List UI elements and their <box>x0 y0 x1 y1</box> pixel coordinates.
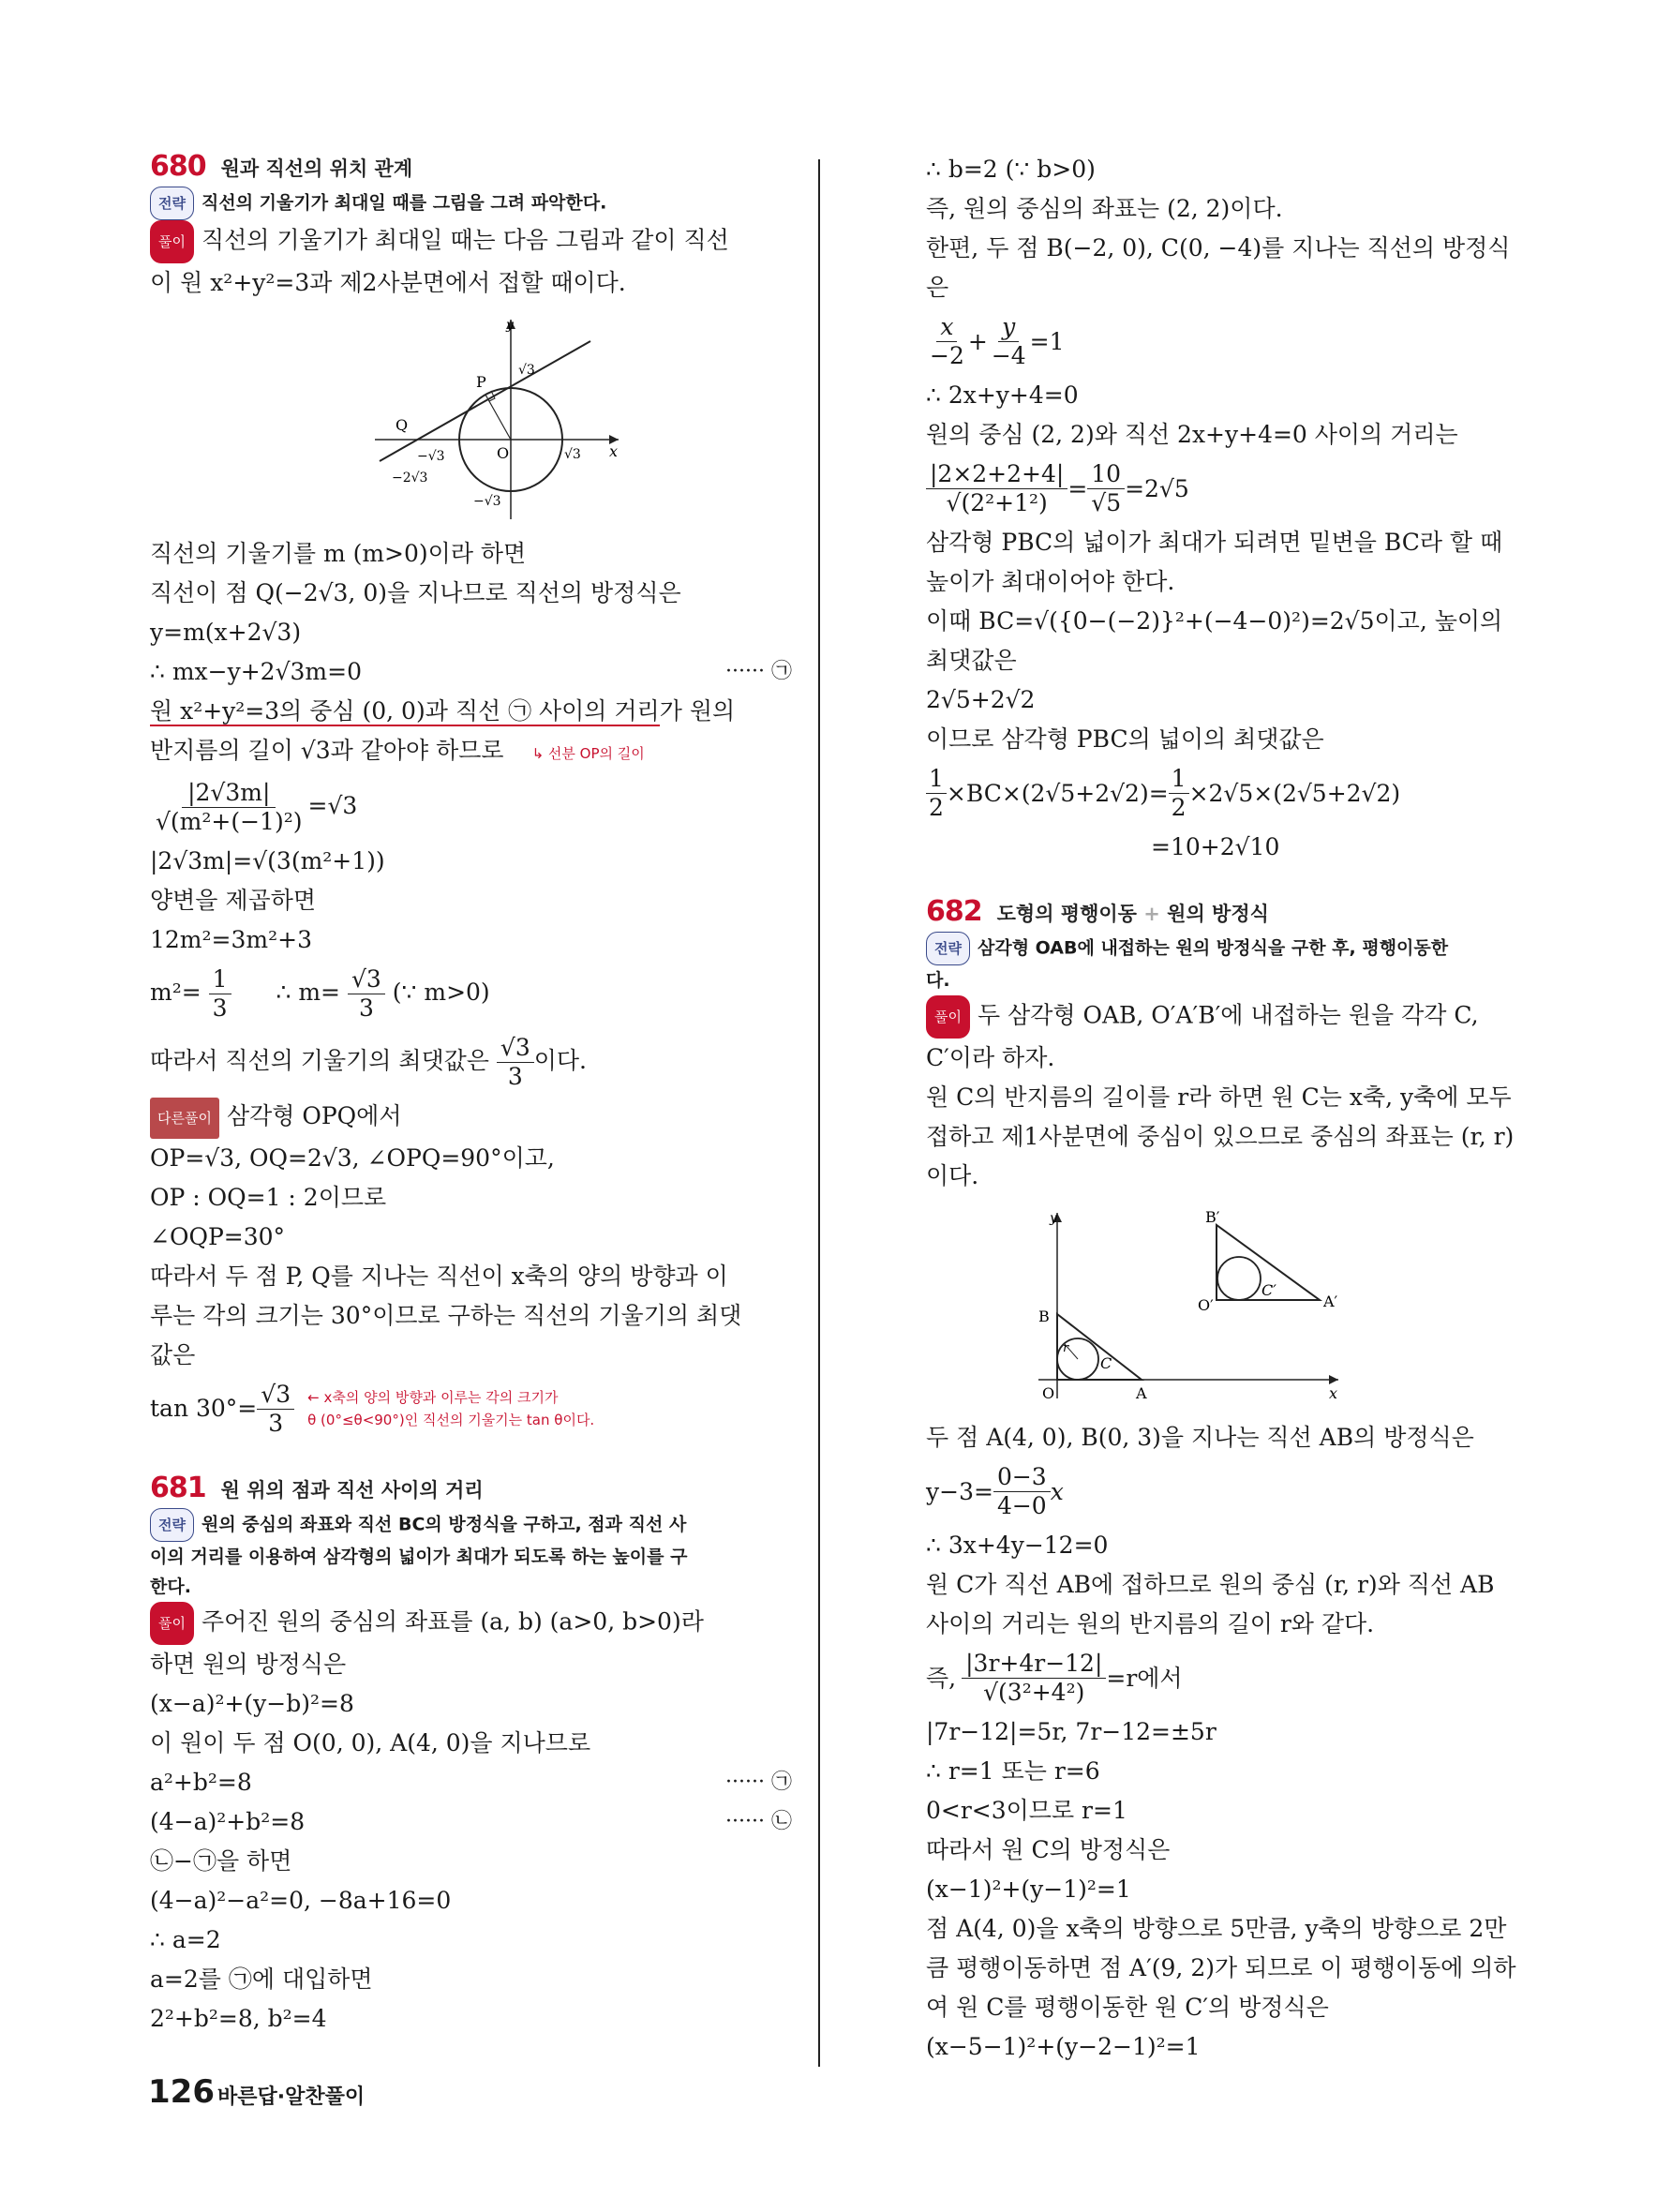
y-label: y <box>506 318 514 333</box>
x-axis-arrow <box>1329 1375 1338 1384</box>
text-line: C′이라 하자. <box>926 1044 1055 1071</box>
denominator: √(3²+4²) <box>983 1679 1085 1706</box>
point-a-prime-label: A′ <box>1323 1293 1338 1310</box>
text-line <box>150 692 792 731</box>
tick-label: √3 <box>564 447 581 462</box>
triangle-oab <box>1057 1314 1142 1380</box>
text-line: 사이의 거리는 원의 반지름의 길이 r와 같다. <box>926 1610 1375 1637</box>
text-line: 원의 중심 (2, 2)와 직선 2x+y+4=0 사이의 거리는 <box>926 421 1458 448</box>
text: (∵ m>0) <box>392 979 490 1006</box>
text: 즉, <box>926 1664 957 1692</box>
math-line: 0<r<3이므로 r=1 <box>926 1797 1127 1824</box>
text: m²= <box>150 979 202 1006</box>
fraction-line <box>926 307 1507 376</box>
text-line: 두 점 A(4, 0), B(0, 3)을 지나는 직선 AB의 방정식은 <box>926 1424 1474 1451</box>
text-line: 삼각형 PBC의 넓이가 최대가 되려면 밑변을 BC라 할 때 <box>926 529 1503 556</box>
problem-title <box>997 899 1269 927</box>
figure-circle-tangent <box>150 308 792 529</box>
text-line: 큼 평행이동하면 점 A′(9, 2)가 되므로 이 평행이동에 의하 <box>926 1954 1516 1981</box>
column-divider <box>818 159 820 2067</box>
math-line: OP : OQ=1 : 2이므로 <box>150 1183 387 1211</box>
title-part: 원의 방정식 <box>1167 903 1269 925</box>
left-column <box>150 150 792 2039</box>
rhs: =√3 <box>307 792 358 819</box>
x-label: x <box>1329 1384 1338 1402</box>
note: ← x축의 양의 방향과 이루는 각의 크기가 θ (0°≤θ<90°)인 직선의 기울기는 tan θ이다. <box>307 1389 595 1428</box>
denominator: 2 <box>929 794 944 821</box>
text: ∴ m= <box>276 979 341 1006</box>
denominator: 3 <box>507 1063 523 1090</box>
problem-number: 681 <box>150 1471 206 1504</box>
text-line: 즉, 원의 중심의 좌표는 (2, 2)이다. <box>926 195 1283 222</box>
denominator: 4−0 <box>996 1492 1047 1519</box>
denominator: 3 <box>358 994 374 1022</box>
text-line: 접하고 제1사분면에 중심이 있으므로 중심의 좌표는 (r, r) <box>926 1123 1515 1150</box>
strategy-text: 직선의 기울기가 최대일 때를 그림을 그려 파악한다. <box>201 192 607 214</box>
figure-triangles <box>926 1202 1507 1412</box>
alt-solution-line <box>150 1097 792 1139</box>
strategy-line <box>150 1508 792 1542</box>
point-b-prime-label: B′ <box>1205 1208 1220 1226</box>
origin-label: O <box>497 444 510 462</box>
math-line: =10+2√10 <box>1151 833 1280 860</box>
tick-label: −√3 <box>417 449 445 464</box>
note: ↳ 선분 OP의 길이 <box>531 745 645 762</box>
radius-label: r <box>1063 1341 1069 1355</box>
math-line: ∴ a=2 <box>150 1925 221 1953</box>
text: 이다. <box>533 1047 587 1074</box>
text-line: 점 A(4, 0)을 x축의 방향으로 5만큼, y축의 방향으로 2만 <box>926 1915 1507 1942</box>
math-line: y=m(x+2√3) <box>150 619 302 646</box>
math-line: OP=√3, OQ=2√3, ∠OPQ=90°이고, <box>150 1143 555 1172</box>
circle-c-label: C <box>1100 1354 1112 1372</box>
math-line <box>150 652 792 692</box>
strategy-text: 원의 중심의 좌표와 직선 BC의 방정식을 구하고, 점과 직선 사 <box>201 1514 687 1534</box>
numerator: 0−3 <box>993 1463 1051 1492</box>
y-label: y <box>1050 1211 1057 1226</box>
numerator: 10 <box>1087 460 1125 489</box>
rhs: =2√5 <box>1125 474 1189 502</box>
underlined-text: 원 x²+y²=3의 중심 (0, 0)과 직선 ㉠ 사이의 거리 <box>150 697 660 725</box>
mark: ······ ㉠ <box>725 1770 792 1794</box>
problem-title: 원 위의 점과 직선 사이의 거리 <box>220 1478 484 1502</box>
math-line: |7r−12|=5r, 7r−12=±5r <box>926 1718 1217 1745</box>
strategy-line <box>150 187 792 220</box>
numerator: 1 <box>209 965 231 994</box>
title-part: 도형의 평행이동 <box>996 903 1137 925</box>
note-text: x축의 양의 방향과 이루는 각의 크기가 <box>323 1389 559 1406</box>
text: 가 원의 <box>659 697 736 725</box>
rhs: =1 <box>1029 327 1065 355</box>
denominator: √5 <box>1091 489 1122 516</box>
problem-681-header <box>150 1472 792 1504</box>
math-line: (4−a)²−a²=0, −8a+16=0 <box>150 1886 452 1914</box>
fraction <box>150 779 357 836</box>
text-line: 이다. <box>926 1162 979 1189</box>
denominator: 3 <box>212 994 228 1022</box>
alt-solution-tag: 다른풀이 <box>150 1098 219 1139</box>
text-line: ㉡−㉠을 하면 <box>150 1846 292 1875</box>
math-line: (x−1)²+(y−1)²=1 <box>926 1876 1131 1903</box>
text: 반지름의 길이 √3과 같아야 하므로 <box>150 737 504 764</box>
strategy-text: 삼각형 OAB에 내접하는 원의 방정식을 구한 후, 평행이동한 <box>977 937 1449 959</box>
point-q-label: Q <box>396 416 409 434</box>
math-line: |2√3m|=√(3(m²+1)) <box>150 847 385 874</box>
solution-tag: 풀이 <box>150 220 194 263</box>
math-line: (x−5−1)²+(y−2−1)²=1 <box>926 2033 1201 2060</box>
strategy-tag: 전략 <box>150 187 194 220</box>
text-line: 이 원이 두 점 O(0, 0), A(4, 0)을 지나므로 <box>150 1728 591 1756</box>
origin-label: O <box>1042 1384 1055 1402</box>
numerator: √3 <box>348 965 385 994</box>
strategy-tag: 전략 <box>150 1508 194 1542</box>
fraction-line <box>926 1457 1507 1526</box>
text-line: 양변을 제곱하면 <box>150 887 316 914</box>
eq: a²+b²=8 <box>150 1768 252 1796</box>
math-line: ∠OQP=30° <box>150 1222 286 1250</box>
text-line: 직선의 기울기를 m (m>0)이라 하면 <box>150 540 527 567</box>
point-b-label: B <box>1038 1308 1050 1325</box>
tangent-line <box>380 341 590 461</box>
mark: ······ ㉠ <box>725 660 792 683</box>
text: ×2√5×(2√5+2√2) <box>1188 779 1401 807</box>
fraction-line <box>150 1028 792 1097</box>
note-text: θ (0°≤θ<90°)인 직선의 기울기는 tan θ이다. <box>307 1412 595 1428</box>
text-line: 은 <box>926 274 949 301</box>
circle-c-prime <box>1217 1257 1261 1300</box>
problem-680-header <box>150 150 792 183</box>
point-a-label: A <box>1136 1384 1147 1402</box>
math-line: ∴ 2x+y+4=0 <box>926 381 1079 409</box>
problem-682-header <box>926 895 1507 928</box>
text: 두 삼각형 OAB, O′A′B′에 내접하는 원을 각각 C, <box>977 1001 1479 1029</box>
solution-tag: 풀이 <box>926 995 970 1039</box>
text-line: 원 C의 반지름의 길이를 r라 하면 원 C는 x축, y축에 모두 <box>926 1084 1512 1111</box>
text: y−3= <box>926 1477 993 1505</box>
text-line <box>150 731 792 773</box>
fraction-line <box>926 759 1507 828</box>
right-column <box>926 150 1516 2067</box>
numerator: |2√3m| <box>182 779 276 808</box>
text: x <box>1050 1477 1064 1505</box>
numerator: y <box>998 313 1019 342</box>
denominator: √(m²+(−1)²) <box>156 808 303 835</box>
problem-title: 원과 직선의 위치 관계 <box>220 157 413 180</box>
text-line: 따라서 원 C의 방정식은 <box>926 1836 1171 1863</box>
numerator: |3r+4r−12| <box>962 1650 1106 1679</box>
numerator: 1 <box>1169 765 1189 794</box>
denominator: −2 <box>930 342 964 369</box>
math-line <box>150 1802 792 1842</box>
text: 따라서 직선의 기울기의 최댓값은 <box>150 1047 489 1074</box>
book-title: 바른답·알찬풀이 <box>217 2085 366 2109</box>
tick-label: −√3 <box>473 494 501 509</box>
math-line: ∴ 3x+4y−12=0 <box>926 1532 1109 1559</box>
text: =r에서 <box>1106 1664 1183 1692</box>
text-line: 여 원 C를 평행이동한 원 C′의 방정식은 <box>926 1994 1329 2021</box>
problem-number: 680 <box>150 150 206 183</box>
fraction-line <box>150 773 792 842</box>
numerator: 1 <box>926 765 947 794</box>
text-line: 하면 원의 방정식은 <box>150 1650 347 1678</box>
text-line: a=2를 ㉠에 대입하면 <box>150 1965 373 1993</box>
origin-prime-label: O′ <box>1198 1296 1214 1314</box>
fraction-line <box>150 960 792 1028</box>
denominator: 2 <box>1171 794 1187 821</box>
note-text: 선분 OP의 길이 <box>547 745 645 762</box>
math-line: 2²+b²=8, b²=4 <box>150 2004 327 2032</box>
text: 직선의 기울기가 최대일 때는 다음 그림과 같이 직선 <box>201 226 729 254</box>
text-line: 높이가 최대이어야 한다. <box>926 568 1175 595</box>
text: 주어진 원의 중심의 좌표를 (a, b) (a>0, b>0)라 <box>201 1607 704 1635</box>
operator: = <box>1067 474 1088 502</box>
denominator: √(2²+1²) <box>946 489 1048 516</box>
mark: ······ ㉡ <box>725 1809 792 1833</box>
tick-label: −2√3 <box>392 471 428 486</box>
text-line: 이때 BC=√({0−(−2)}²+(−4−0)²)=2√5이고, 높이의 <box>926 607 1503 635</box>
radius-op <box>485 395 511 440</box>
text-line: 값은 <box>150 1340 196 1368</box>
eq: (4−a)²+b²=8 <box>150 1807 306 1835</box>
math-line: ∴ b=2 (∵ b>0) <box>926 156 1096 183</box>
fraction-line <box>926 1644 1507 1712</box>
strategy-line: 다. <box>926 970 950 991</box>
denominator: 3 <box>268 1409 284 1437</box>
math-line: 2√5+2√2 <box>926 686 1036 713</box>
text: 삼각형 OPQ에서 <box>226 1102 402 1129</box>
strategy-tag: 전략 <box>926 932 970 965</box>
numerator: x <box>936 313 957 342</box>
text-line: 이 원 x²+y²=3과 제2사분면에서 접할 때이다. <box>150 269 626 296</box>
math-line: 12m²=3m²+3 <box>150 926 312 953</box>
denominator: −4 <box>991 342 1026 369</box>
text: ×BC×(2√5+2√2)= <box>946 779 1169 807</box>
text-line: 이므로 삼각형 PBC의 넓이의 최댓값은 <box>926 725 1324 753</box>
point-p-label: P <box>476 373 486 391</box>
problem-number: 682 <box>926 895 982 928</box>
solution-tag: 풀이 <box>150 1602 194 1645</box>
circle-c-prime-label: C′ <box>1261 1281 1276 1299</box>
eq: ∴ mx−y+2√3m=0 <box>150 658 362 685</box>
strategy-line: 한다. <box>150 1576 191 1597</box>
operator: + <box>967 327 988 355</box>
text-line: 원 C가 직선 AB에 접하므로 원의 중심 (r, r)와 직선 AB <box>926 1571 1495 1598</box>
solution-line <box>150 220 792 263</box>
strategy-line: 이의 거리를 이용하여 삼각형의 넓이가 최대가 되도록 하는 높이를 구 <box>150 1546 688 1567</box>
text: tan 30°= <box>150 1395 258 1422</box>
plus-icon: + <box>1143 903 1160 925</box>
solution-line <box>926 995 1507 1039</box>
solution-line <box>150 1602 792 1645</box>
page-number: 126 <box>148 2073 215 2111</box>
numerator: |2×2+2+4| <box>926 460 1067 489</box>
numerator: √3 <box>257 1381 294 1410</box>
numerator: √3 <box>497 1034 534 1063</box>
text-line: 따라서 두 점 P, Q를 지나는 직선이 x축의 양의 방향과 이 <box>150 1262 728 1290</box>
fraction-line <box>150 1375 792 1443</box>
text-line: 직선이 점 Q(−2√3, 0)을 지나므로 직선의 방정식은 <box>150 579 681 606</box>
strategy-line <box>926 932 1507 965</box>
math-line <box>150 1763 792 1802</box>
math-line: (x−a)²+(y−b)²=8 <box>150 1689 354 1717</box>
tick-label: √3 <box>518 363 535 378</box>
text-line: 최댓값은 <box>926 647 1017 674</box>
x-label: x <box>609 442 619 460</box>
text-line: 루는 각의 크기는 30°이므로 구하는 직선의 기울기의 최댓 <box>150 1301 742 1329</box>
math-line: ∴ r=1 또는 r=6 <box>926 1757 1100 1785</box>
text-line: 한편, 두 점 B(−2, 0), C(0, −4)를 지나는 직선의 방정식 <box>926 234 1511 262</box>
fraction-line <box>926 455 1507 523</box>
